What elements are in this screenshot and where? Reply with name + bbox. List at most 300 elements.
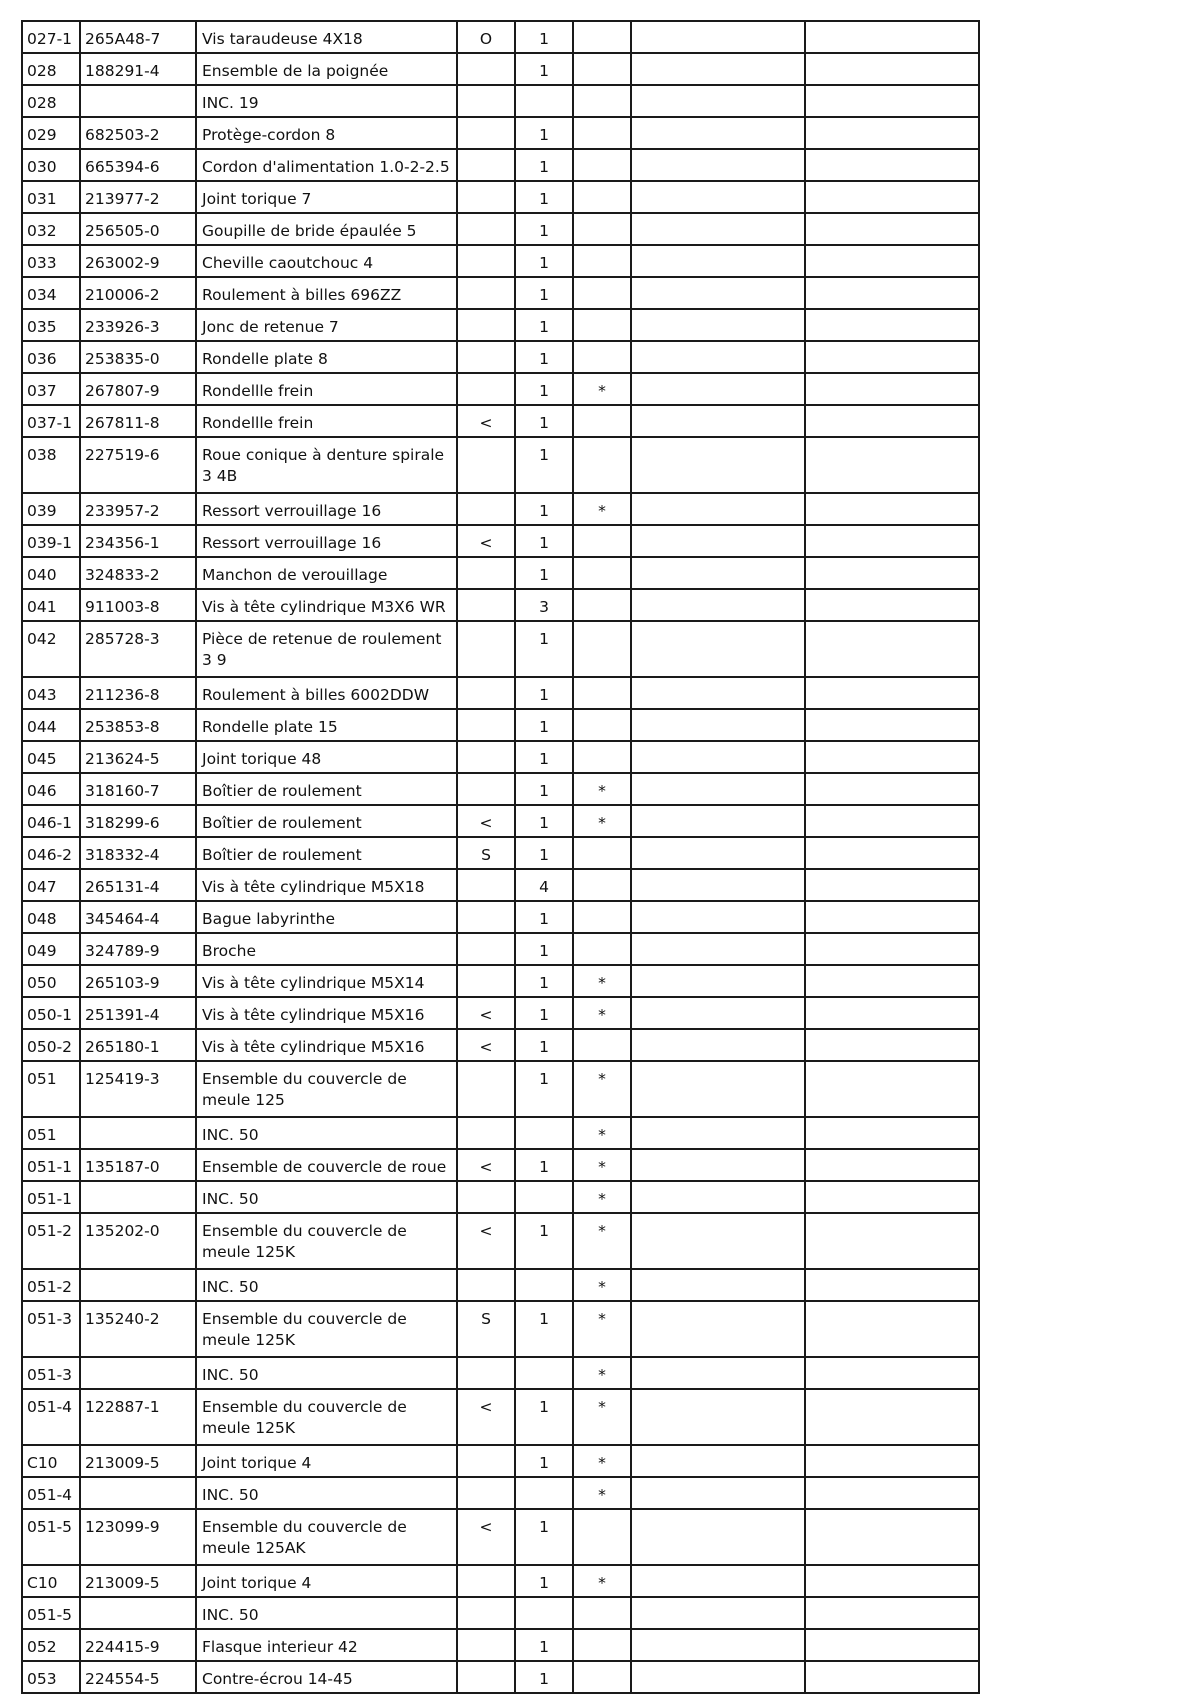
note-mark-cell bbox=[573, 213, 631, 245]
item-number-cell: 051-4 bbox=[22, 1389, 80, 1445]
empty-cell bbox=[805, 1357, 979, 1389]
change-code-cell bbox=[457, 1661, 515, 1693]
change-code-cell bbox=[457, 1357, 515, 1389]
description-cell: Joint torique 4 bbox=[196, 1445, 457, 1477]
empty-cell bbox=[805, 869, 979, 901]
change-code-cell bbox=[457, 1061, 515, 1117]
note-mark-cell bbox=[573, 117, 631, 149]
table-row bbox=[22, 149, 979, 181]
empty-cell bbox=[631, 805, 805, 837]
description-cell: Ensemble du couvercle de meule 125K bbox=[196, 1301, 457, 1357]
empty-cell bbox=[805, 1509, 979, 1565]
description-cell: Broche bbox=[196, 933, 457, 965]
note-mark-cell: * bbox=[573, 1477, 631, 1509]
part-number-cell: 213624-5 bbox=[80, 741, 196, 773]
item-number-cell: 051-1 bbox=[22, 1181, 80, 1213]
quantity-cell: 1 bbox=[515, 525, 573, 557]
empty-cell bbox=[805, 773, 979, 805]
item-number-cell: 050 bbox=[22, 965, 80, 997]
change-code-cell bbox=[457, 85, 515, 117]
empty-cell bbox=[631, 493, 805, 525]
table-row bbox=[22, 1629, 979, 1661]
item-number-cell: 041 bbox=[22, 589, 80, 621]
part-number-cell: 211236-8 bbox=[80, 677, 196, 709]
part-number-cell: 345464-4 bbox=[80, 901, 196, 933]
change-code-cell bbox=[457, 773, 515, 805]
table-row bbox=[22, 1029, 979, 1061]
empty-cell bbox=[805, 525, 979, 557]
part-number-cell: 224415-9 bbox=[80, 1629, 196, 1661]
part-number-cell: 210006-2 bbox=[80, 277, 196, 309]
change-code-cell bbox=[457, 341, 515, 373]
table-row bbox=[22, 805, 979, 837]
part-number-cell: 267807-9 bbox=[80, 373, 196, 405]
table-row bbox=[22, 1301, 979, 1357]
item-number-cell: 051-2 bbox=[22, 1213, 80, 1269]
empty-cell bbox=[631, 557, 805, 589]
table-row bbox=[22, 373, 979, 405]
empty-cell bbox=[805, 1213, 979, 1269]
empty-cell bbox=[631, 741, 805, 773]
item-number-cell: 033 bbox=[22, 245, 80, 277]
change-code-cell bbox=[457, 373, 515, 405]
item-number-cell: 051-3 bbox=[22, 1357, 80, 1389]
description-cell: Vis à tête cylindrique M5X16 bbox=[196, 997, 457, 1029]
empty-cell bbox=[631, 1061, 805, 1117]
empty-cell bbox=[631, 213, 805, 245]
description-cell: Vis taraudeuse 4X18 bbox=[196, 21, 457, 53]
quantity-cell: 1 bbox=[515, 997, 573, 1029]
item-number-cell: 030 bbox=[22, 149, 80, 181]
quantity-cell: 1 bbox=[515, 1389, 573, 1445]
empty-cell bbox=[805, 1301, 979, 1357]
part-number-cell: 253835-0 bbox=[80, 341, 196, 373]
description-cell: Vis à tête cylindrique M3X6 WR bbox=[196, 589, 457, 621]
change-code-cell bbox=[457, 1565, 515, 1597]
table-row bbox=[22, 1509, 979, 1565]
parts-table-body bbox=[22, 21, 979, 1693]
empty-cell bbox=[631, 677, 805, 709]
table-row bbox=[22, 557, 979, 589]
part-number-cell: 665394-6 bbox=[80, 149, 196, 181]
note-mark-cell bbox=[573, 1509, 631, 1565]
quantity-cell: 1 bbox=[515, 1661, 573, 1693]
note-mark-cell bbox=[573, 21, 631, 53]
description-cell: Joint torique 4 bbox=[196, 1565, 457, 1597]
description-cell: Roulement à billes 696ZZ bbox=[196, 277, 457, 309]
table-row bbox=[22, 1269, 979, 1301]
table-row bbox=[22, 493, 979, 525]
empty-cell bbox=[805, 709, 979, 741]
change-code-cell bbox=[457, 1477, 515, 1509]
note-mark-cell bbox=[573, 149, 631, 181]
change-code-cell bbox=[457, 965, 515, 997]
empty-cell bbox=[631, 589, 805, 621]
note-mark-cell bbox=[573, 245, 631, 277]
part-number-cell: 265180-1 bbox=[80, 1029, 196, 1061]
note-mark-cell bbox=[573, 405, 631, 437]
note-mark-cell: * bbox=[573, 1357, 631, 1389]
table-row bbox=[22, 1181, 979, 1213]
item-number-cell: 037 bbox=[22, 373, 80, 405]
empty-cell bbox=[805, 901, 979, 933]
quantity-cell: 1 bbox=[515, 805, 573, 837]
empty-cell bbox=[805, 1477, 979, 1509]
change-code-cell bbox=[457, 1445, 515, 1477]
part-number-cell: 318332-4 bbox=[80, 837, 196, 869]
empty-cell bbox=[805, 405, 979, 437]
change-code-cell: < bbox=[457, 1389, 515, 1445]
part-number-cell: 251391-4 bbox=[80, 997, 196, 1029]
change-code-cell bbox=[457, 933, 515, 965]
part-number-cell: 227519-6 bbox=[80, 437, 196, 493]
note-mark-cell bbox=[573, 181, 631, 213]
empty-cell bbox=[805, 181, 979, 213]
table-row bbox=[22, 933, 979, 965]
item-number-cell: 038 bbox=[22, 437, 80, 493]
quantity-cell: 1 bbox=[515, 965, 573, 997]
empty-cell bbox=[631, 117, 805, 149]
description-cell: INC. 50 bbox=[196, 1181, 457, 1213]
change-code-cell: < bbox=[457, 997, 515, 1029]
empty-cell bbox=[631, 1029, 805, 1061]
empty-cell bbox=[631, 1597, 805, 1629]
part-number-cell: 213009-5 bbox=[80, 1445, 196, 1477]
item-number-cell: 027-1 bbox=[22, 21, 80, 53]
item-number-cell: 045 bbox=[22, 741, 80, 773]
description-cell: Roulement à billes 6002DDW bbox=[196, 677, 457, 709]
note-mark-cell bbox=[573, 741, 631, 773]
quantity-cell: 1 bbox=[515, 117, 573, 149]
table-row bbox=[22, 181, 979, 213]
table-row bbox=[22, 53, 979, 85]
note-mark-cell bbox=[573, 677, 631, 709]
note-mark-cell bbox=[573, 437, 631, 493]
table-row bbox=[22, 1117, 979, 1149]
change-code-cell bbox=[457, 589, 515, 621]
note-mark-cell: * bbox=[573, 373, 631, 405]
table-row bbox=[22, 1213, 979, 1269]
part-number-cell bbox=[80, 1477, 196, 1509]
empty-cell bbox=[805, 621, 979, 677]
quantity-cell: 1 bbox=[515, 405, 573, 437]
table-row bbox=[22, 869, 979, 901]
table-row bbox=[22, 1389, 979, 1445]
empty-cell bbox=[805, 965, 979, 997]
empty-cell bbox=[631, 933, 805, 965]
quantity-cell: 1 bbox=[515, 1029, 573, 1061]
item-number-cell: 050-1 bbox=[22, 997, 80, 1029]
change-code-cell: S bbox=[457, 837, 515, 869]
note-mark-cell: * bbox=[573, 773, 631, 805]
item-number-cell: 046-1 bbox=[22, 805, 80, 837]
item-number-cell: 039-1 bbox=[22, 525, 80, 557]
part-number-cell: 324789-9 bbox=[80, 933, 196, 965]
quantity-cell: 1 bbox=[515, 773, 573, 805]
description-cell: Bague labyrinthe bbox=[196, 901, 457, 933]
empty-cell bbox=[805, 437, 979, 493]
item-number-cell: 042 bbox=[22, 621, 80, 677]
quantity-cell: 1 bbox=[515, 1301, 573, 1357]
empty-cell bbox=[805, 373, 979, 405]
description-cell: Vis à tête cylindrique M5X18 bbox=[196, 869, 457, 901]
change-code-cell bbox=[457, 1181, 515, 1213]
table-row bbox=[22, 1445, 979, 1477]
empty-cell bbox=[805, 1629, 979, 1661]
note-mark-cell: * bbox=[573, 1269, 631, 1301]
empty-cell bbox=[805, 341, 979, 373]
table-row bbox=[22, 309, 979, 341]
table-row bbox=[22, 437, 979, 493]
description-cell: INC. 50 bbox=[196, 1357, 457, 1389]
table-row bbox=[22, 621, 979, 677]
part-number-cell: 135240-2 bbox=[80, 1301, 196, 1357]
quantity-cell: 1 bbox=[515, 373, 573, 405]
empty-cell bbox=[631, 901, 805, 933]
quantity-cell bbox=[515, 1357, 573, 1389]
change-code-cell: < bbox=[457, 405, 515, 437]
description-cell: Ressort verrouillage 16 bbox=[196, 525, 457, 557]
part-number-cell bbox=[80, 1117, 196, 1149]
table-row bbox=[22, 997, 979, 1029]
item-number-cell: 052 bbox=[22, 1629, 80, 1661]
quantity-cell: 1 bbox=[515, 1149, 573, 1181]
table-row bbox=[22, 709, 979, 741]
quantity-cell: 4 bbox=[515, 869, 573, 901]
empty-cell bbox=[631, 1509, 805, 1565]
item-number-cell: 035 bbox=[22, 309, 80, 341]
note-mark-cell: * bbox=[573, 965, 631, 997]
item-number-cell: 051 bbox=[22, 1117, 80, 1149]
empty-cell bbox=[631, 1629, 805, 1661]
item-number-cell: 040 bbox=[22, 557, 80, 589]
quantity-cell: 1 bbox=[515, 709, 573, 741]
note-mark-cell bbox=[573, 341, 631, 373]
note-mark-cell: * bbox=[573, 1301, 631, 1357]
quantity-cell: 1 bbox=[515, 277, 573, 309]
empty-cell bbox=[805, 805, 979, 837]
empty-cell bbox=[805, 1389, 979, 1445]
item-number-cell: 051-5 bbox=[22, 1597, 80, 1629]
table-row bbox=[22, 405, 979, 437]
empty-cell bbox=[805, 213, 979, 245]
change-code-cell bbox=[457, 245, 515, 277]
quantity-cell bbox=[515, 85, 573, 117]
item-number-cell: C10 bbox=[22, 1445, 80, 1477]
quantity-cell: 1 bbox=[515, 53, 573, 85]
part-number-cell bbox=[80, 1357, 196, 1389]
part-number-cell: 123099-9 bbox=[80, 1509, 196, 1565]
description-cell: Manchon de verouillage bbox=[196, 557, 457, 589]
empty-cell bbox=[631, 773, 805, 805]
quantity-cell: 1 bbox=[515, 437, 573, 493]
empty-cell bbox=[631, 869, 805, 901]
table-row bbox=[22, 21, 979, 53]
part-number-cell: 285728-3 bbox=[80, 621, 196, 677]
quantity-cell: 3 bbox=[515, 589, 573, 621]
change-code-cell bbox=[457, 437, 515, 493]
table-row bbox=[22, 589, 979, 621]
part-number-cell: 213977-2 bbox=[80, 181, 196, 213]
empty-cell bbox=[805, 1565, 979, 1597]
table-row bbox=[22, 901, 979, 933]
table-row bbox=[22, 1149, 979, 1181]
note-mark-cell: * bbox=[573, 1149, 631, 1181]
note-mark-cell bbox=[573, 53, 631, 85]
quantity-cell bbox=[515, 1597, 573, 1629]
description-cell: Ensemble de la poignée bbox=[196, 53, 457, 85]
description-cell: INC. 50 bbox=[196, 1597, 457, 1629]
empty-cell bbox=[805, 1269, 979, 1301]
note-mark-cell bbox=[573, 309, 631, 341]
note-mark-cell: * bbox=[573, 1389, 631, 1445]
description-cell: Goupille de bride épaulée 5 bbox=[196, 213, 457, 245]
empty-cell bbox=[805, 1445, 979, 1477]
quantity-cell: 1 bbox=[515, 621, 573, 677]
empty-cell bbox=[631, 1269, 805, 1301]
part-number-cell: 135187-0 bbox=[80, 1149, 196, 1181]
quantity-cell: 1 bbox=[515, 1213, 573, 1269]
note-mark-cell bbox=[573, 557, 631, 589]
empty-cell bbox=[631, 373, 805, 405]
empty-cell bbox=[631, 1301, 805, 1357]
empty-cell bbox=[631, 1445, 805, 1477]
description-cell: Ressort verrouillage 16 bbox=[196, 493, 457, 525]
quantity-cell: 1 bbox=[515, 901, 573, 933]
table-row bbox=[22, 1061, 979, 1117]
part-number-cell: 318299-6 bbox=[80, 805, 196, 837]
empty-cell bbox=[631, 341, 805, 373]
description-cell: Rondellle frein bbox=[196, 373, 457, 405]
note-mark-cell bbox=[573, 621, 631, 677]
note-mark-cell: * bbox=[573, 805, 631, 837]
table-row bbox=[22, 741, 979, 773]
note-mark-cell bbox=[573, 277, 631, 309]
note-mark-cell bbox=[573, 901, 631, 933]
empty-cell bbox=[631, 621, 805, 677]
description-cell: Ensemble du couvercle de meule 125 bbox=[196, 1061, 457, 1117]
quantity-cell: 1 bbox=[515, 1509, 573, 1565]
item-number-cell: 050-2 bbox=[22, 1029, 80, 1061]
empty-cell bbox=[805, 1149, 979, 1181]
empty-cell bbox=[631, 1661, 805, 1693]
table-row bbox=[22, 525, 979, 557]
change-code-cell bbox=[457, 741, 515, 773]
change-code-cell bbox=[457, 53, 515, 85]
quantity-cell bbox=[515, 1181, 573, 1213]
part-number-cell bbox=[80, 1597, 196, 1629]
part-number-cell bbox=[80, 1269, 196, 1301]
change-code-cell: O bbox=[457, 21, 515, 53]
quantity-cell: 1 bbox=[515, 245, 573, 277]
item-number-cell: 049 bbox=[22, 933, 80, 965]
item-number-cell: 051-4 bbox=[22, 1477, 80, 1509]
item-number-cell: 053 bbox=[22, 1661, 80, 1693]
part-number-cell: 233957-2 bbox=[80, 493, 196, 525]
quantity-cell bbox=[515, 1269, 573, 1301]
quantity-cell: 1 bbox=[515, 181, 573, 213]
table-row bbox=[22, 341, 979, 373]
part-number-cell: 265131-4 bbox=[80, 869, 196, 901]
change-code-cell bbox=[457, 213, 515, 245]
note-mark-cell: * bbox=[573, 997, 631, 1029]
change-code-cell bbox=[457, 621, 515, 677]
quantity-cell: 1 bbox=[515, 557, 573, 589]
note-mark-cell bbox=[573, 869, 631, 901]
item-number-cell: 034 bbox=[22, 277, 80, 309]
quantity-cell: 1 bbox=[515, 1061, 573, 1117]
note-mark-cell bbox=[573, 525, 631, 557]
description-cell: Boîtier de roulement bbox=[196, 805, 457, 837]
table-row bbox=[22, 965, 979, 997]
description-cell: Ensemble de couvercle de roue bbox=[196, 1149, 457, 1181]
table-row bbox=[22, 1565, 979, 1597]
note-mark-cell: * bbox=[573, 1117, 631, 1149]
empty-cell bbox=[805, 837, 979, 869]
empty-cell bbox=[805, 1061, 979, 1117]
table-row bbox=[22, 773, 979, 805]
quantity-cell bbox=[515, 1117, 573, 1149]
description-cell: Vis à tête cylindrique M5X14 bbox=[196, 965, 457, 997]
note-mark-cell bbox=[573, 1661, 631, 1693]
item-number-cell: 031 bbox=[22, 181, 80, 213]
change-code-cell bbox=[457, 277, 515, 309]
empty-cell bbox=[805, 493, 979, 525]
change-code-cell bbox=[457, 1597, 515, 1629]
part-number-cell: 324833-2 bbox=[80, 557, 196, 589]
change-code-cell: S bbox=[457, 1301, 515, 1357]
description-cell: Rondellle frein bbox=[196, 405, 457, 437]
empty-cell bbox=[805, 1029, 979, 1061]
change-code-cell: < bbox=[457, 1029, 515, 1061]
part-number-cell: 267811-8 bbox=[80, 405, 196, 437]
part-number-cell: 233926-3 bbox=[80, 309, 196, 341]
change-code-cell bbox=[457, 869, 515, 901]
empty-cell bbox=[631, 437, 805, 493]
quantity-cell: 1 bbox=[515, 341, 573, 373]
empty-cell bbox=[631, 1149, 805, 1181]
change-code-cell bbox=[457, 1117, 515, 1149]
item-number-cell: 051-5 bbox=[22, 1509, 80, 1565]
change-code-cell bbox=[457, 1269, 515, 1301]
description-cell: Cheville caoutchouc 4 bbox=[196, 245, 457, 277]
part-number-cell: 224554-5 bbox=[80, 1661, 196, 1693]
item-number-cell: 048 bbox=[22, 901, 80, 933]
item-number-cell: 028 bbox=[22, 53, 80, 85]
empty-cell bbox=[805, 1181, 979, 1213]
quantity-cell: 1 bbox=[515, 1629, 573, 1661]
part-number-cell: 256505-0 bbox=[80, 213, 196, 245]
description-cell: Joint torique 48 bbox=[196, 741, 457, 773]
empty-cell bbox=[805, 149, 979, 181]
quantity-cell: 1 bbox=[515, 493, 573, 525]
part-number-cell bbox=[80, 85, 196, 117]
empty-cell bbox=[805, 21, 979, 53]
empty-cell bbox=[631, 1477, 805, 1509]
parts-list-table bbox=[21, 20, 980, 1694]
empty-cell bbox=[631, 21, 805, 53]
table-row bbox=[22, 1661, 979, 1693]
item-number-cell: 044 bbox=[22, 709, 80, 741]
description-cell: Pièce de retenue de roulement 3 9 bbox=[196, 621, 457, 677]
item-number-cell: 036 bbox=[22, 341, 80, 373]
note-mark-cell: * bbox=[573, 1445, 631, 1477]
part-number-cell: 265A48-7 bbox=[80, 21, 196, 53]
description-cell: Vis à tête cylindrique M5X16 bbox=[196, 1029, 457, 1061]
item-number-cell: 028 bbox=[22, 85, 80, 117]
change-code-cell: < bbox=[457, 1213, 515, 1269]
empty-cell bbox=[805, 677, 979, 709]
